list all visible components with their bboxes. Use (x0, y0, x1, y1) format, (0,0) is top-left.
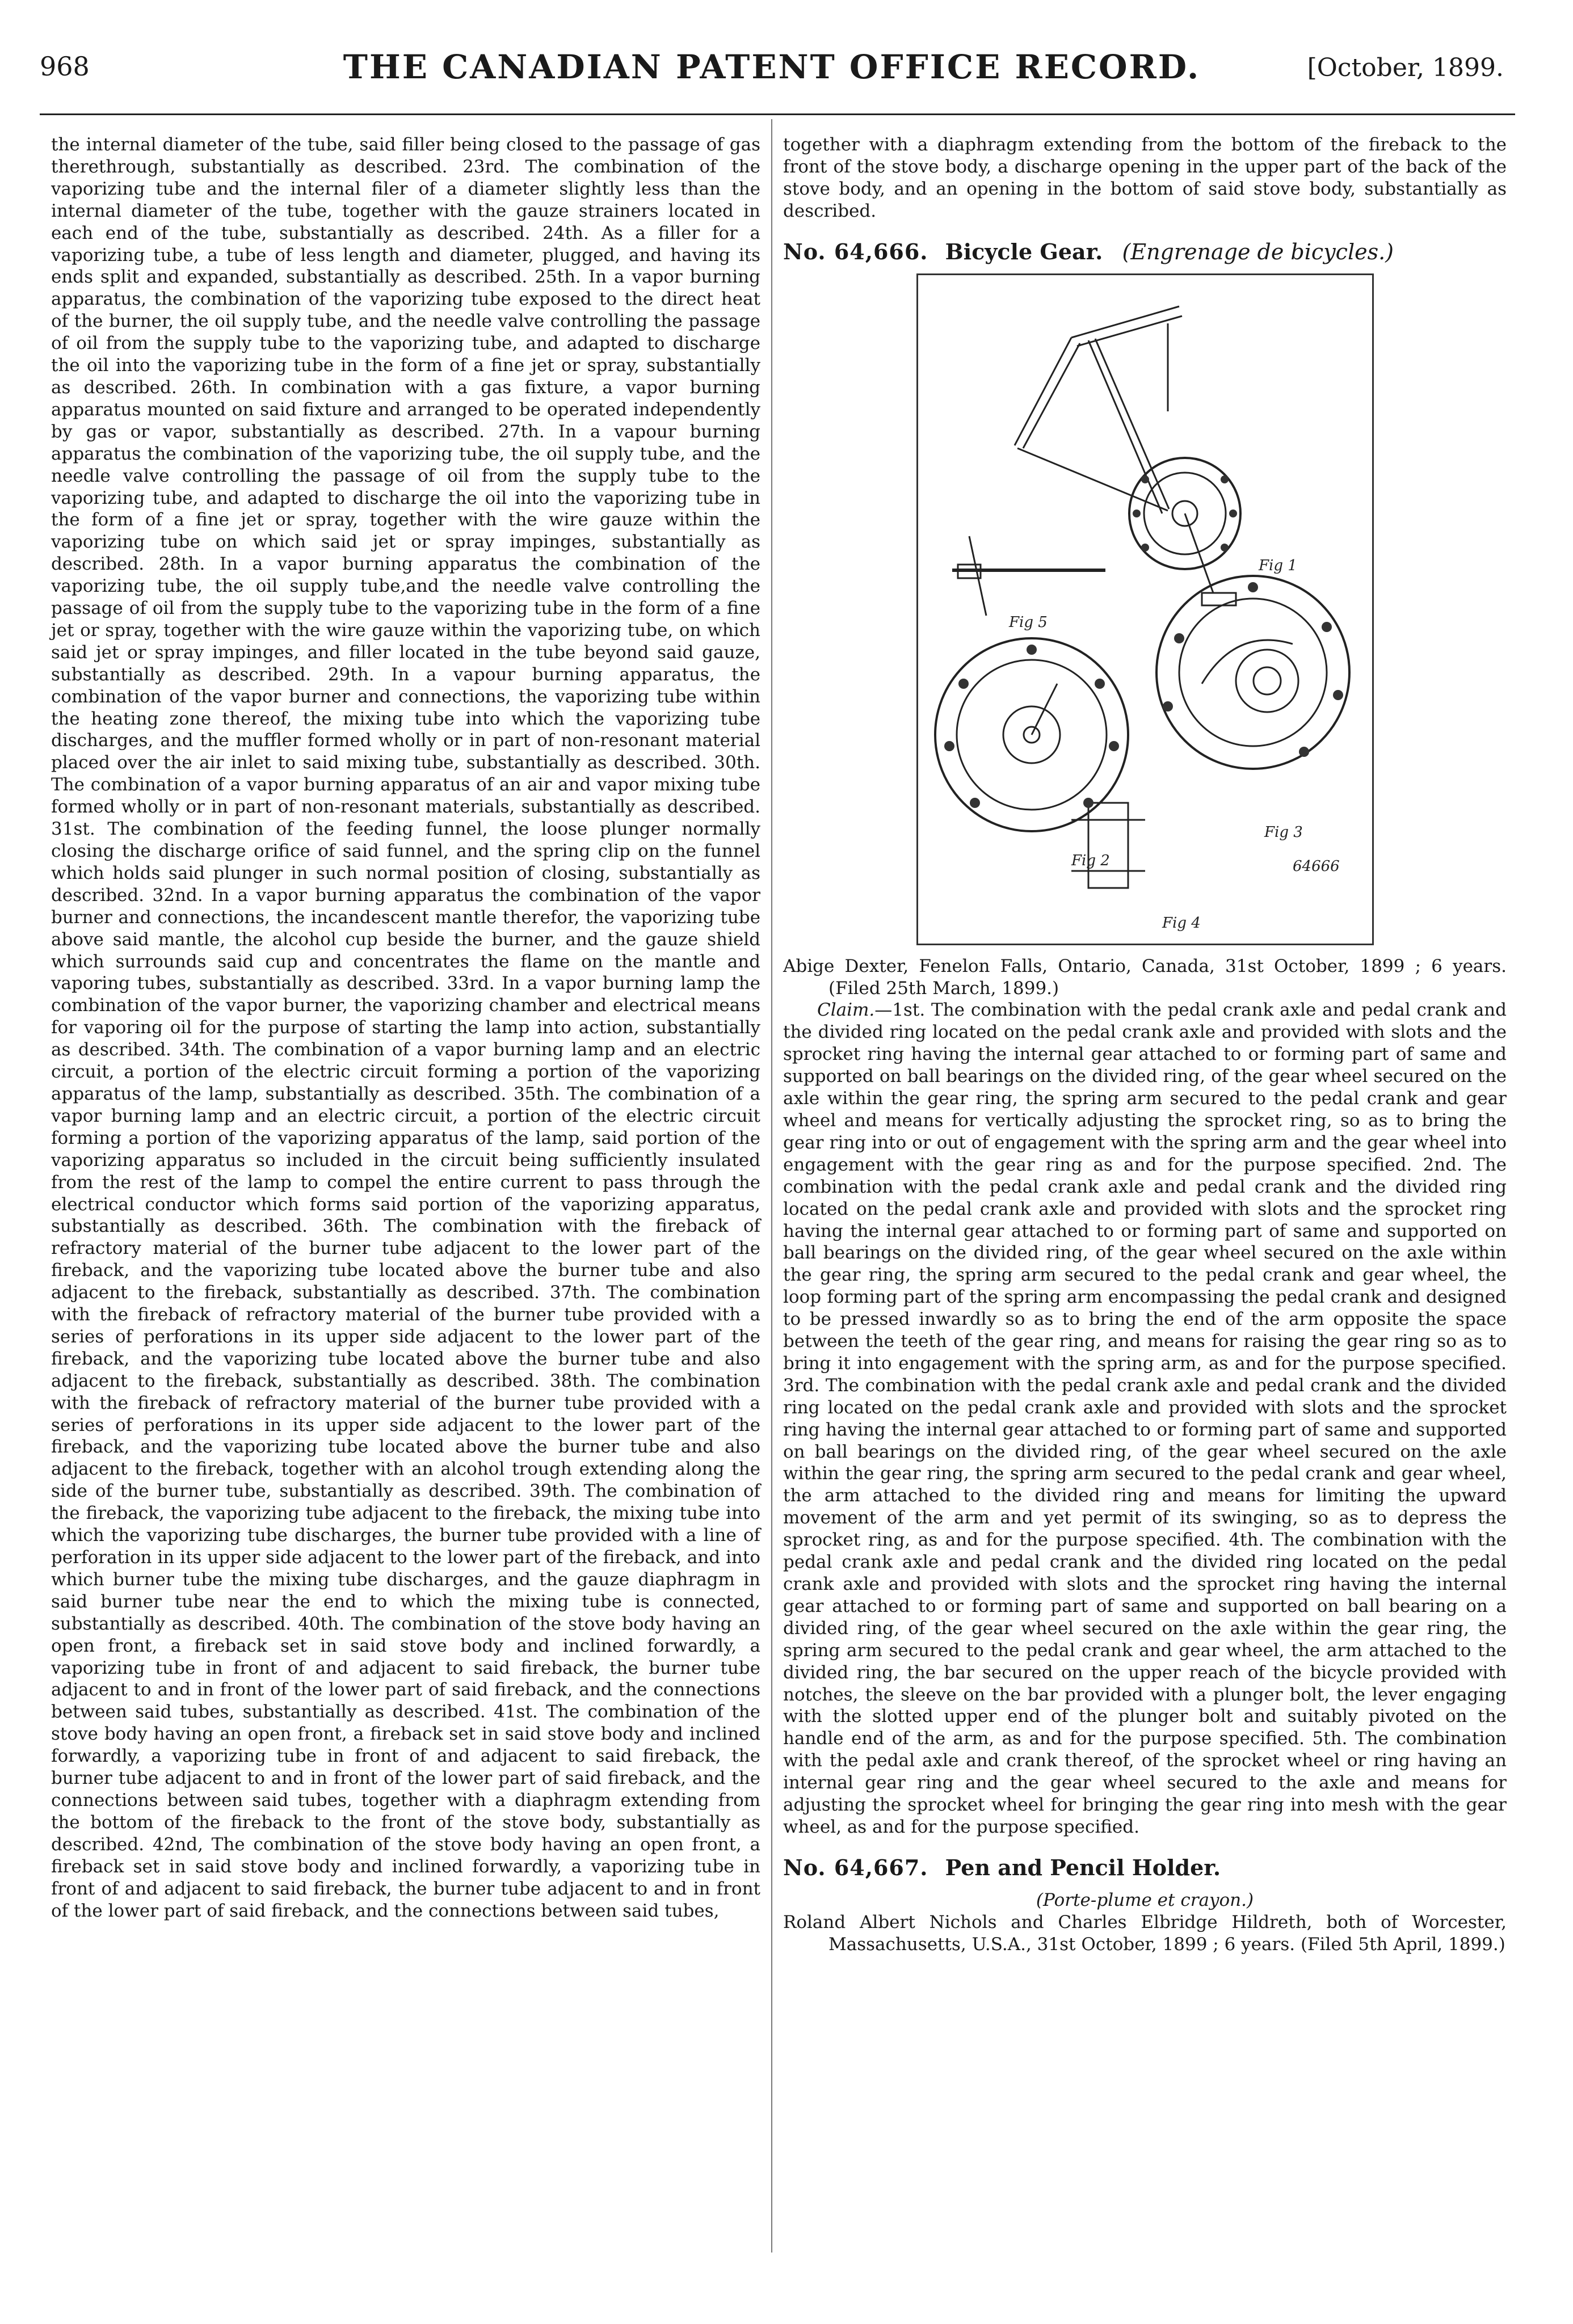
patent-title: Pen and Pencil Holder. (945, 1854, 1221, 1880)
bicycle-gear-drawing (918, 275, 1372, 944)
page-number: 968 (40, 51, 90, 82)
fig-4-label: Fig 4 (1162, 914, 1201, 932)
page-header (40, 43, 1504, 98)
fig-1-label: Fig 1 (1258, 557, 1297, 574)
claims-64666 (783, 999, 1507, 1838)
patent-number: No. 64,667. (783, 1854, 928, 1880)
patent-heading-64667 (783, 1855, 1507, 1880)
claims-continuation-end: together with a diaphragm extending from the bottom of the fireback to the front of the stove body, a discharge opening in the upper part of the back of the stove body, and an opening in the bottom of said stove body, substantially as described. (783, 134, 1507, 221)
claims-text: —1st. The combination with the pedal crank axle and pedal crank and the divided ring located on the pedal crank axle and provided with slots and the sprocket ring having the internal gear attached to or forming part of same and supported on ball bearings on the divided ring, of the gear wheel secured on the axle within the gear ring, the spring arm secured to the pedal crank and gear wheel and means for vertically adjusting the sprocket ring, so as to bring the gear ring into or out of engagement with the spring arm and the gear wheel into engagement with the gear ring as and for the purpose specified. 2nd. The combination with the pedal crank axle and pedal crank and the divided ring located on the pedal crank axle and provided with slots and the sprocket ring having the internal gear attached to or forming part of same and supported on ball bearings on the divided ring, of the gear wheel secured on the axle within the gear ring, the spring arm secured to the pedal crank and gear wheel, the loop forming part of the spring arm encompassing the pedal crank and designed to be pressed inwardly so as to bring the end of the arm opposite the space between the teeth of the gear ring, and means for raising the gear ring so as to bring it into engagement with the spring arm, as and for the purpose specified. 3rd. The combination with the pedal crank axle and pedal crank and the divided ring located on the pedal crank axle and provided with slots and the sprocket ring having the internal gear attached to or forming part of same and supported on ball bearings on the divided ring, of the gear wheel secured on the axle within the gear ring, the spring arm secured to the pedal crank and gear wheel, the arm attached to the divided ring and means for limiting the upward movement of the arm and yet permit of its swinging, so as to depress the sprocket ring, as and for the purpose specified. 4th. The combination with the pedal crank axle and pedal crank and the divided ring located on the pedal crank axle and provided with slots and the sprocket ring having the internal gear attached to or forming part of same and supported on ball bearing on a divided ring, of the gear wheel secured on the axle within the gear ring, the spring arm secured to the pedal crank and gear wheel, the arm attached to the divided ring, the bar secured on the upper reach of the bicycle provided with notches, the sleeve on the bar provided with a plunger bolt, the lever engaging with the slotted upper end of the plunger bolt and suitably pivoted on the handle end of the arm, as and for the purpose specified. 5th. The combination with the pedal axle and crank thereof, of the sprocket wheel or ring having an internal gear ring and the gear wheel secured to the axle and means for adjusting the sprocket wheel for bringing the gear ring into mesh with the gear wheel, as and for the purpose specified. (783, 1000, 1507, 1837)
column-divider (771, 119, 772, 2253)
left-column (51, 134, 760, 1922)
patent-title: Bicycle Gear. (945, 238, 1103, 264)
patent-french-title: (Engrenage de bicycles.) (1122, 239, 1394, 264)
patent-french-title: (Porte-plume et crayon.) (1036, 1889, 1254, 1910)
claims-continuation-text: the internal diameter of the tube, said filler being closed to the passage of gas therethrough, substantially as described. 23rd. The combination of the vaporizing tube and the internal filer of a diameter slightly less than the internal diameter of the tube, together with the gauze strainers located in each end of the tube, substantially as described. 24th. As a filler for a vaporizing tube, a tube of less length and diameter, plugged, and having its ends split and expanded, substantially as described. 25th. In a vapor burning apparatus, the combination of the vaporizing tube exposed to the direct heat of the burner, the oil supply tube, and the needle valve controlling the passage of oil from the supply tube to the vaporizing tube, and adapted to discharge the oil into the vaporizing tube in the form of a fine jet or spray, substantially as described. 26th. In combination with a gas fixture, a vapor burning apparatus mounted on said fixture and arranged to be operated independently by gas or vapor, substantially as described. 27th. In a vapour burning apparatus the combination of the vaporizing tube, the oil supply tube, and the needle valve controlling the passage of oil from the supply tube to the vaporizing tube, and adapted to discharge the oil into the vaporizing tube in the form of a fine jet or spray, together with the wire gauze within the vaporizing tube on which said jet or spray impinges, substantially as described. 28th. In a vapor burning apparatus the combination of the vaporizing tube, the oil supply tube,and the needle valve controlling the passage of oil from the supply tube to the vaporizing tube in the form of a fine jet or spray, together with the wire gauze within the vaporizing tube, on which said jet or spray impinges, and filler located in the tube beyond said gauze, substantially as described. 29th. In a vapour burning apparatus, the combination of the vapor burner and connections, the vaporizing tube within the heating zone thereof, the mixing tube into which the vaporizing tube discharges, and the muffler formed wholly or in part of non-resonant material placed over the air inlet to said mixing tube, substantially as described. 30th. The combination of a vapor burning apparatus of an air and vapor mixing tube formed wholly or in part of non-resonant materials, substantially as described. 31st. The combination of the feeding funnel, the loose plunger normally closing the discharge orifice of said funnel, and the spring clip on the funnel which holds said plunger in such normal position of closing, substantially as described. 32nd. In a vapor burning apparatus the combination of the vapor burner and connections, the incandescent mantle therefor, the vaporizing tube above said mantle, the alcohol cup beside the burner, and the gauze shield which surrounds said cup and concentrates the flame on the mantle and vaporing tubes, substantially as described. 33rd. In a vapor burning lamp the combination of the vapor burner, the vaporizing chamber and electrical means for vaporing oil for the purpose of starting the lamp into action, substantially as described. 34th. The combination of a vapor burning lamp and an electric circuit, a portion of the electric circuit forming a portion of the vaporizing apparatus of the lamp, substantially as described. 35th. The combination of a vapor burning lamp and an electric circuit, a portion of the electric circuit forming a portion of the vaporizing apparatus of the lamp, said portion of the vaporizing apparatus so included in the circuit being sufficiently insulated from the rest of the lamp to compel the entire current to pass through the electrical conductor which forms said portion of the vaporizing apparatus, substantially as described. 36th. The combination with the fireback of refractory material of the burner tube adjacent to the lower part of the fireback, and the vaporizing tube located above the burner tube and also adjacent to the fireback, substantially as described. 37th. The combination with the fireback of refractory material of the burner tube provided with a series of perforations in its upper side adjacent to the lower part of the fireback, and the vaporizing tube located above the burner tube and also adjacent to the fireback, substantially as described. 38th. The combination with the fireback of refractory material of the burner tube provided with a series of perforations in its upper side adjacent to the lower part of the fireback, and the vaporizing tube located above the burner tube and also adjacent to the fireback, together with an alcohol trough extending along the side of the burner tube, substantially as described. 39th. The combination of the fireback, the vaporizing tube adjacent to the fireback, the mixing tube into which the vaporizing tube discharges, the burner tube provided with a line of perforation in its upper side adjacent to the lower part of the fireback, and into which burner tube the mixing tube discharges, and the gauze diaphragm in said burner tube near the end to which the mixing tube is connected, substantially as described. 40th. The combination of the stove body having an open front, a fireback set in said stove body and inclined forwardly, a vaporizing tube in front of and adjacent to said fireback, the burner tube adjacent to and in front of the lower part of said fireback, and the connections between said tubes, substantially as described. 41st. The combination of the stove body having an open front, a fireback set in said stove body and inclined forwardly, a vaporizing tube in front of and adjacent to said fireback, the burner tube adjacent to and in front of the lower part of said fireback, and the connections between said tubes, together with a diaphragm extending from the bottom of the fireback to the front of the stove body, substantially as described. 42nd, The combination of the stove body having an open front, a fireback set in said stove body and inclined forwardly, a vaporizing tube in front of and adjacent to said fireback, the burner tube adjacent to and in front of the lower part of said fireback, and the connections between said tubes, (51, 134, 760, 1921)
figure-id-label: 64666 (1292, 857, 1340, 875)
applicant-64666: Abige Dexter, Fenelon Falls, Ontario, Canada, 31st October, 1899 ; 6 years. (Filed 25th March, 1899.) (783, 955, 1507, 999)
patent-heading-64666 (783, 239, 1507, 264)
fig-2-label: Fig 2 (1071, 852, 1110, 869)
applicant-64667: Roland Albert Nichols and Charles Elbridge Hildreth, both of Worcester, Massachusetts, U.S.A., 31st October, 1899 ; 6 years. (Filed 5th April, 1899.) (783, 1912, 1507, 1955)
fig-5-label: Fig 5 (1008, 613, 1048, 631)
fig-3-label: Fig 3 (1264, 823, 1303, 841)
bicycle-gear-figure (916, 273, 1374, 945)
patent-number: No. 64,666. (783, 238, 928, 264)
header-rule (40, 113, 1515, 115)
right-column (783, 134, 1507, 1956)
journal-title: THE CANADIAN PATENT OFFICE RECORD. (343, 48, 1201, 86)
issue-date: [October, 1899. (1307, 53, 1504, 82)
claim-lead: Claim. (817, 1000, 875, 1021)
